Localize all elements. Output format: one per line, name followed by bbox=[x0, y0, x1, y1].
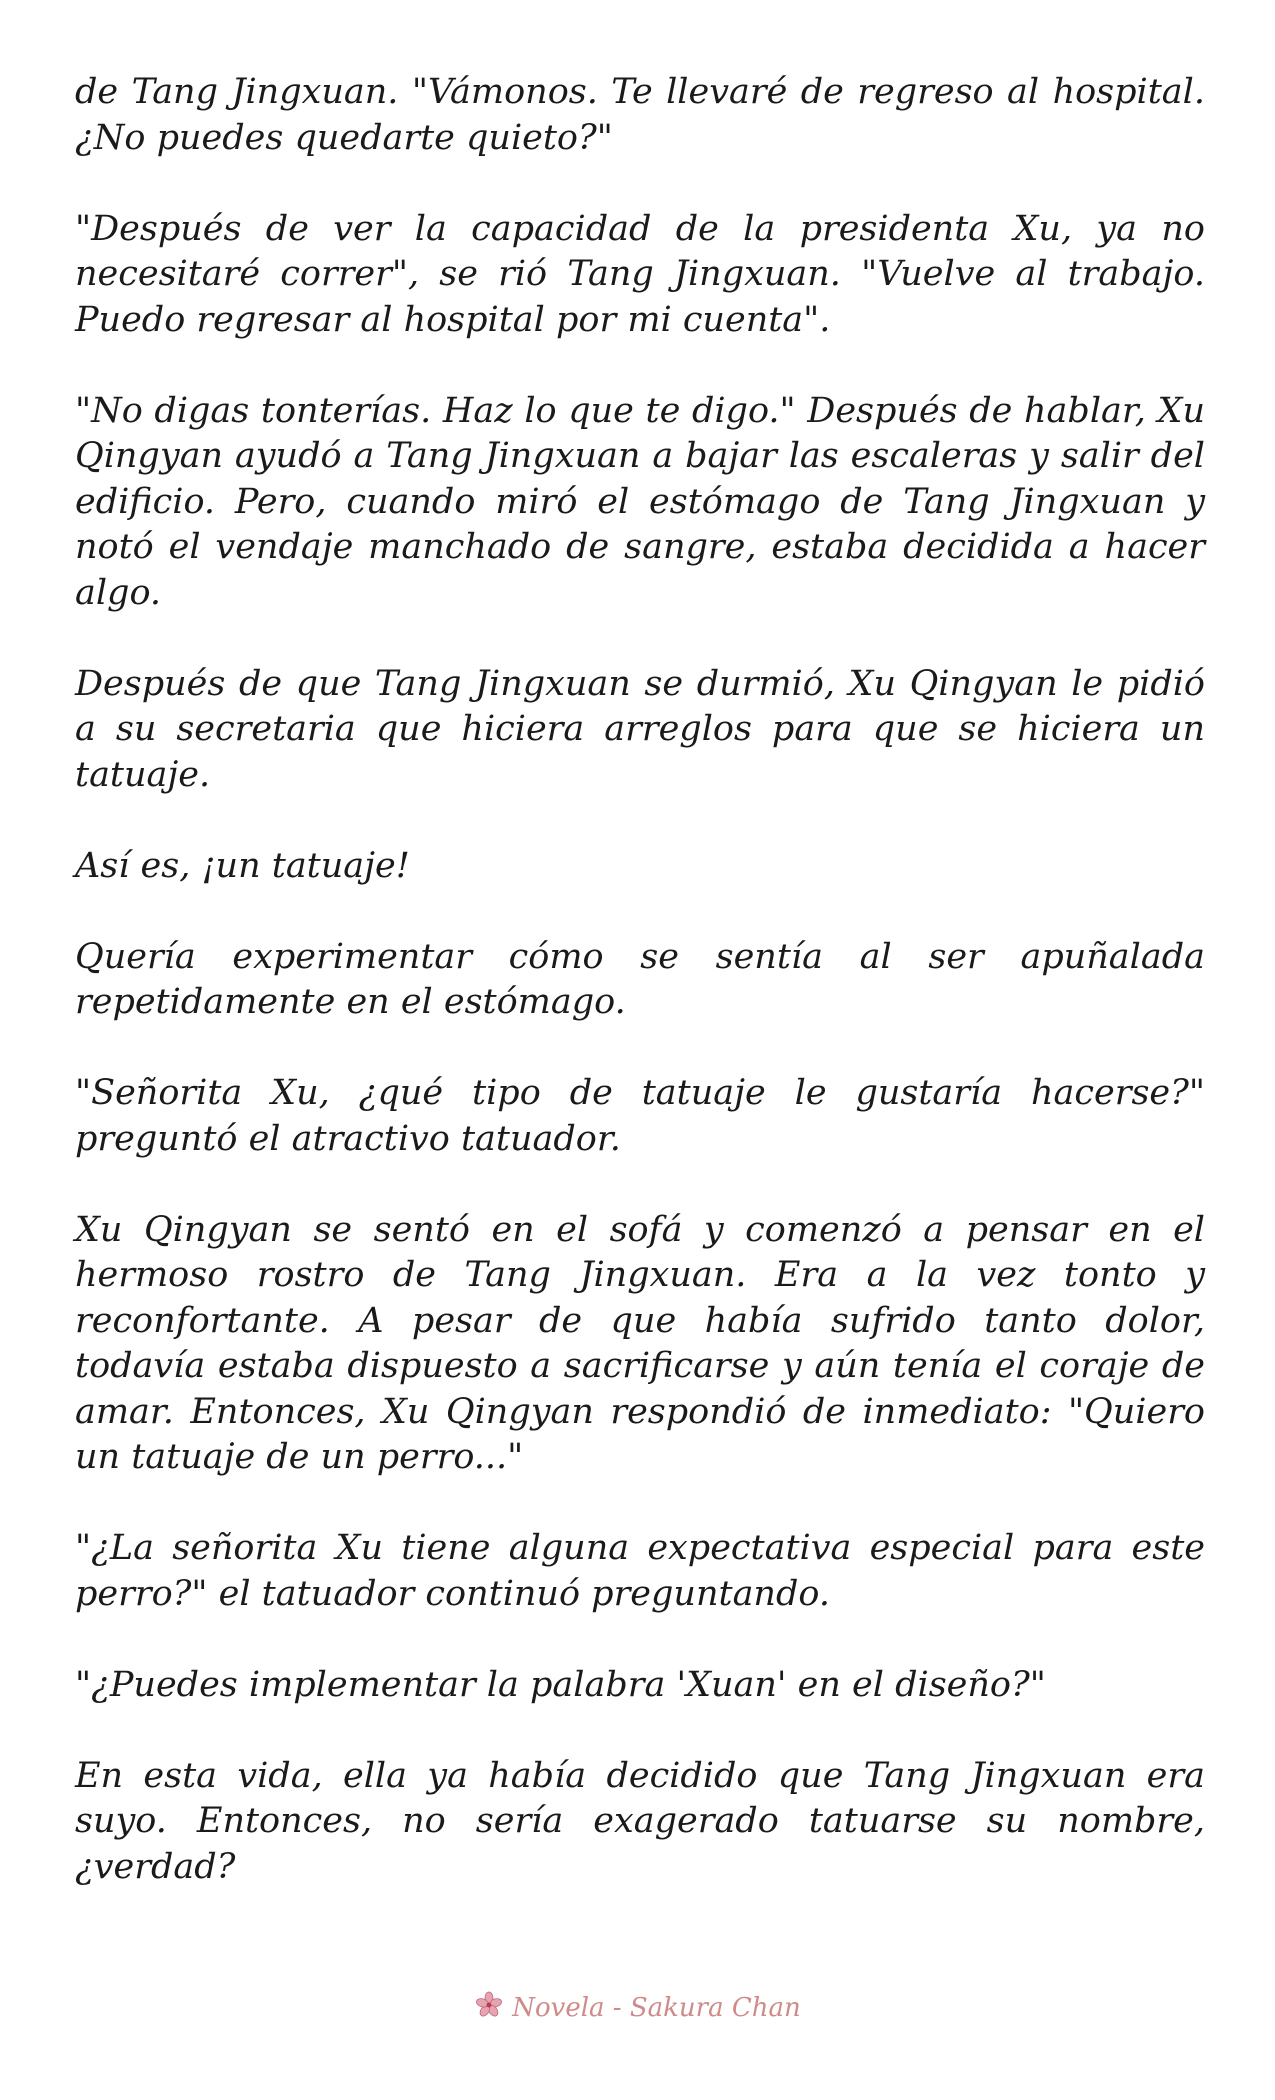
paragraph-1: de Tang Jingxuan. "Vámonos. Te llevaré de regreso al hospital. ¿No puedes quedarte quieto?" bbox=[75, 72, 1205, 158]
paragraph-5: Así es, ¡un tatuaje! bbox=[75, 845, 410, 886]
paragraph-9: "¿La señorita Xu tiene alguna expectativa especial para este perro?" el tatuador continuó preguntando. bbox=[75, 1528, 1205, 1614]
sakura-flower-icon bbox=[474, 1990, 504, 2020]
paragraph-10: "¿Puedes implementar la palabra 'Xuan' en el diseño?" bbox=[75, 1664, 1046, 1705]
footer-text: Novela - Sakura Chan bbox=[512, 1993, 801, 2023]
paragraph-2: "Después de ver la capacidad de la presidenta Xu, ya no necesitaré correr", se rió Tang Jingxuan. "Vuelve al trabajo. Puedo regresar al hospital por mi cuenta". bbox=[75, 208, 1205, 340]
paragraph-8: Xu Qingyan se sentó en el sofá y comenzó a pensar en el hermoso rostro de Tang Jingxuan. Era a la vez tonto y reconfortante. A pesar de que había sufrido tanto dolor, todavía estaba dispuesto a sacrificarse y aún tenía el coraje de amar. Entonces, Xu Qingyan respondió de inmediato: "Quiero un tatuaje de un perro..." bbox=[75, 1209, 1205, 1477]
document-body bbox=[75, 70, 1205, 1936]
footer-watermark bbox=[0, 1990, 1275, 2023]
paragraph-3: "No digas tonterías. Haz lo que te digo." Después de hablar, Xu Qingyan ayudó a Tang Jingxuan a bajar las escaleras y salir del edificio. Pero, cuando miró el estómago de Tang Jingxuan y notó el vendaje manchado de sangre, estaba decidida a hacer algo. bbox=[75, 390, 1205, 613]
paragraph-7: "Señorita Xu, ¿qué tipo de tatuaje le gustaría hacerse?" preguntó el atractivo tatuador. bbox=[75, 1073, 1205, 1159]
paragraph-4: Después de que Tang Jingxuan se durmió, Xu Qingyan le pidió a su secretaria que hiciera arreglos para que se hiciera un tatuaje. bbox=[75, 663, 1205, 795]
paragraph-6: Quería experimentar cómo se sentía al ser apuñalada repetidamente en el estómago. bbox=[75, 936, 1205, 1022]
paragraph-11: En esta vida, ella ya había decidido que Tang Jingxuan era suyo. Entonces, no sería exagerado tatuarse su nombre, ¿verdad? bbox=[75, 1755, 1205, 1887]
